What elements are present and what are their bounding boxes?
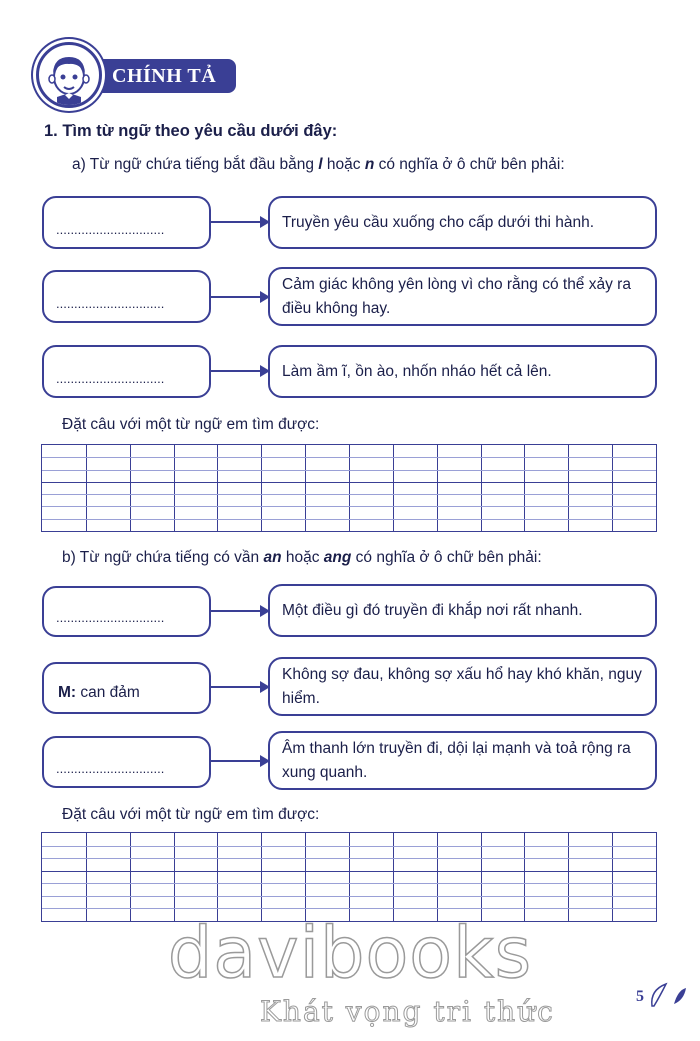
section-title: CHÍNH TẢ xyxy=(76,59,236,93)
boy-avatar-icon xyxy=(36,42,102,108)
definition-text: Truyền yêu cầu xuống cho cấp dưới thi hành. xyxy=(282,213,595,231)
grid-row-line xyxy=(42,896,656,897)
answer-blank: .............................. xyxy=(56,222,165,237)
definition-box xyxy=(268,345,657,398)
model-answer: M: can đảm xyxy=(58,684,140,701)
definition-text: Làm ầm ĩ, ồn ào, nhốn nháo hết cả lên. xyxy=(282,362,552,380)
answer-box[interactable] xyxy=(42,586,211,637)
definition-box xyxy=(268,267,657,326)
answer-blank: .............................. xyxy=(56,371,165,386)
answer-box[interactable] xyxy=(42,345,211,398)
writing-grid[interactable] xyxy=(41,832,657,922)
definition-box xyxy=(268,731,657,790)
leaf-icon xyxy=(648,980,688,1017)
arrow-icon xyxy=(211,686,268,688)
definition-box xyxy=(268,196,657,249)
answer-box[interactable] xyxy=(42,196,211,249)
grid-row-line xyxy=(42,470,656,471)
definition-text: Âm thanh lớn truyền đi, dội lại mạnh và toả rộng ra xung quanh. xyxy=(282,739,631,781)
part-b-prompt: b) Từ ngữ chứa tiếng có vần an hoặc ang có nghĩa ở ô chữ bên phải: xyxy=(62,549,542,566)
answer-blank: .............................. xyxy=(56,761,165,776)
definition-box xyxy=(268,657,657,716)
sentence-prompt: Đặt câu với một từ ngữ em tìm được: xyxy=(62,416,320,433)
answer-box[interactable] xyxy=(42,736,211,788)
grid-row-line xyxy=(42,482,656,483)
arrow-icon xyxy=(211,296,268,298)
grid-row-line xyxy=(42,506,656,507)
arrow-icon xyxy=(211,760,268,762)
definition-text: Một điều gì đó truyền đi khắp nơi rất nhanh. xyxy=(282,601,583,619)
section-header xyxy=(36,42,236,108)
arrow-icon xyxy=(211,370,268,372)
exercise-heading: 1. Tìm từ ngữ theo yêu cầu dưới đây: xyxy=(44,122,338,140)
part-a-prompt: a) Từ ngữ chứa tiếng bắt đầu bằng l hoặc n có nghĩa ở ô chữ bên phải: xyxy=(72,156,565,173)
sentence-prompt: Đặt câu với một từ ngữ em tìm được: xyxy=(62,806,320,823)
grid-row-line xyxy=(42,846,656,847)
grid-row-line xyxy=(42,519,656,520)
definition-text: Không sợ đau, không sợ xấu hổ hay khó khăn, nguy hiểm. xyxy=(282,665,642,707)
arrow-icon xyxy=(211,610,268,612)
page-number: 5 xyxy=(636,988,644,1005)
answer-blank: .............................. xyxy=(56,610,165,625)
grid-row-line xyxy=(42,494,656,495)
writing-grid[interactable] xyxy=(41,444,657,532)
grid-row-line xyxy=(42,858,656,859)
arrow-icon xyxy=(211,221,268,223)
grid-row-line xyxy=(42,457,656,458)
grid-row-line xyxy=(42,871,656,872)
grid-row-line xyxy=(42,883,656,884)
watermark: davibooks xyxy=(167,912,533,994)
definition-text: Cảm giác không yên lòng vì cho rằng có thể xảy ra điều không hay. xyxy=(282,275,631,317)
model-answer-box xyxy=(42,662,211,714)
answer-box[interactable] xyxy=(42,270,211,323)
slogan: Khát vọng tri thức xyxy=(260,995,555,1028)
answer-blank: .............................. xyxy=(56,296,165,311)
grid-row-line xyxy=(42,908,656,909)
definition-box xyxy=(268,584,657,637)
